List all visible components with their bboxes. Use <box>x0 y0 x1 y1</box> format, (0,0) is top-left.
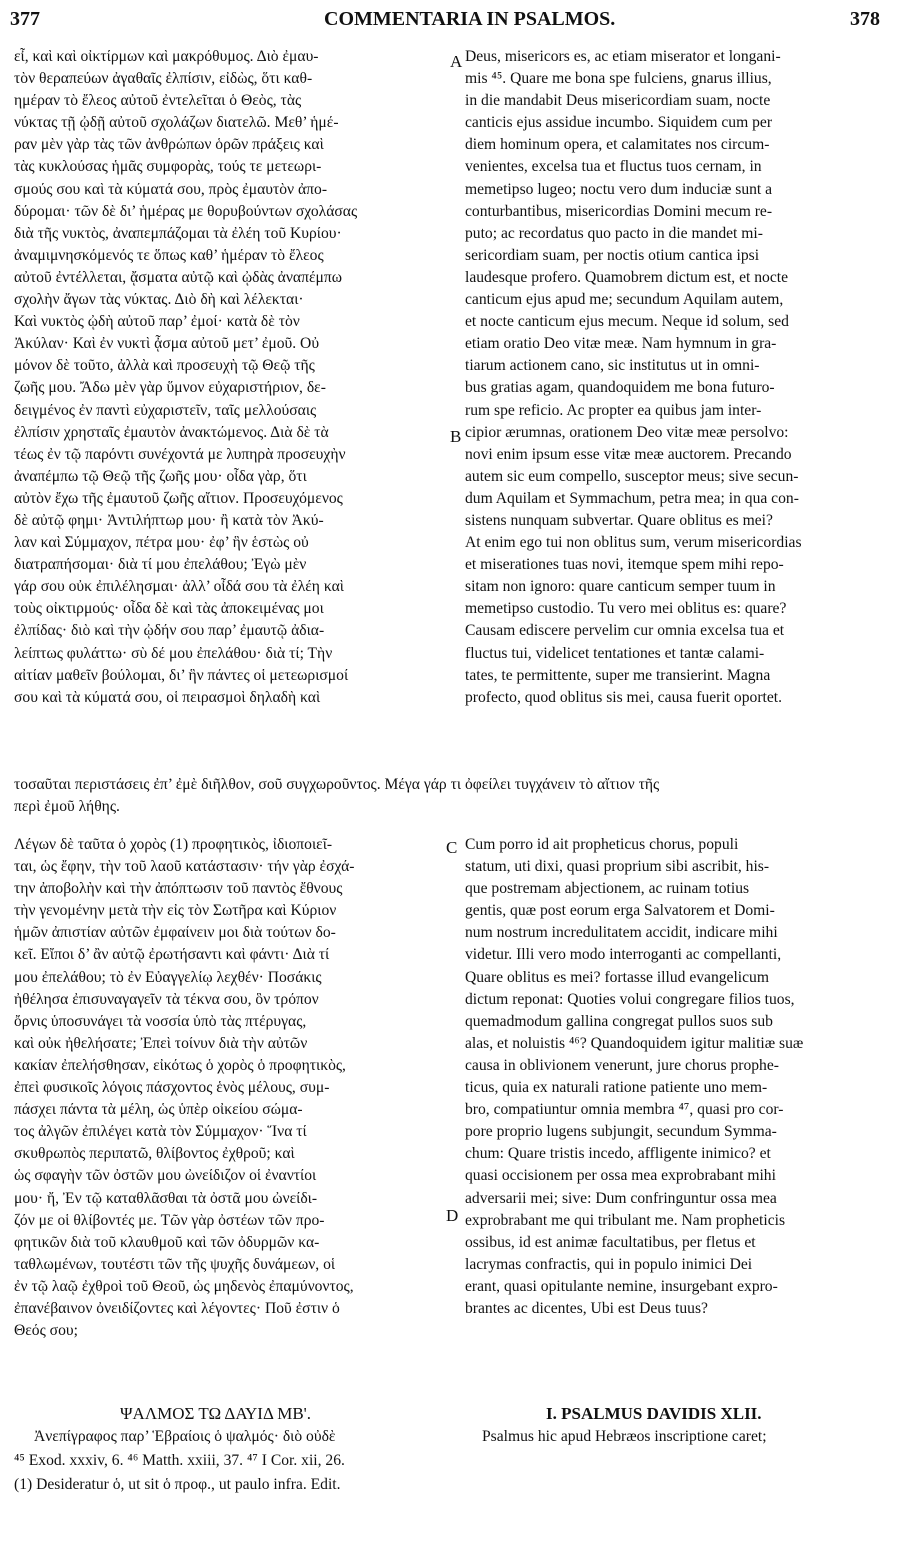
greek-text-line: ὡς σφαγὴν τῶν ὀστῶν μου ὠνείδιζον οἱ ἐναντίοι <box>14 1167 317 1185</box>
greek-text-line: μου· ἤ, Ἐν τῷ καταθλᾶσθαι τὰ ὀστᾶ μου ὠνείδι- <box>14 1189 318 1207</box>
greek-text-line: ἀναμιμνησκόμενός τε ὅπως καθ’ ἡμέραν τὸ ἔλεος <box>14 246 324 264</box>
latin-text-line: num nostrum incredulitatem accidit, indicare mihi <box>465 924 778 942</box>
greek-text-line: ἐλπίδας· διὸ καὶ τὴν ᾠδήν σου παρ’ ἐμαυτῷ ἀδια- <box>14 622 325 640</box>
greek-text-line: Καὶ νυκτὸς ᾠδὴ αὐτοῦ παρ’ ἐμοί· κατὰ δὲ τὸν <box>14 313 300 331</box>
latin-text-line: mis ⁴⁵. Quare me bona spe fulciens, gnarus illius, <box>465 70 772 88</box>
latin-text-line: videtur. Illi vero modo interroganti ac compellanti, <box>465 946 782 964</box>
latin-text-line: que postremam abjectionem, ac ruinam totius <box>465 880 750 898</box>
latin-text-line: autem sic eum compello, susceptor meus; sive secun- <box>465 467 799 485</box>
greek-text-line: ἀναπέμπω τῷ Θεῷ τῆς ζωῆς μου· οἶδα γὰρ, ὅτι <box>14 467 307 485</box>
greek-column-top <box>14 46 444 709</box>
margin-letter-b: B <box>450 427 462 446</box>
margin-letter-c: C <box>446 838 458 857</box>
latin-text-line: brantes ac dicentes, Ubi est Deus tuus? <box>465 1299 708 1317</box>
latin-text-line: tates, te permittente, super me transierint. Magna <box>465 666 771 684</box>
latin-text-line: ossibus, id est animæ facultatibus, per fletus et <box>465 1233 756 1251</box>
greek-text-line: σου καὶ τὰ κύματά σου, οἱ πειρασμοὶ δηλαδὴ καὶ <box>14 688 321 706</box>
latin-text-line: pore proprio lugens subjungit, secundum Symma- <box>465 1123 777 1141</box>
latin-text-line: bus gratias agam, quandoquidem me bona futuro- <box>465 379 775 397</box>
greek-text-line: ἐλπίσιν χρησταῖς ἐμαυτὸν ἀνακτώμενος. Διὰ δὲ τὰ <box>14 423 329 441</box>
latin-text-line: chum: Quare tristis incedo, affligente inimico? et <box>465 1145 771 1163</box>
greek-text-line: ημέραν τὸ ἔλεος αὐτοῦ ἐντελεῖται ὁ Θεὸς, τὰς <box>14 92 302 110</box>
page-number-left: 377 <box>10 8 40 30</box>
latin-text-line: etiam oratio Deo vitæ meæ. Nam hymnum in gra- <box>465 335 777 353</box>
greek-text-line: ταθλωμένων, τουτέστι τῶν τῆς ψυχῆς δυνάμεων, οἱ <box>14 1255 336 1273</box>
psalm-subtitle-greek: Ἀνεπίγραφος παρ’ Ἑβραίοις ὁ ψαλμός· διὸ οὐδὲ <box>34 1428 336 1445</box>
footnote-note: (1) Desideratur ὁ, ut sit ὁ προφ., ut paulo infra. Edit. <box>14 1476 341 1493</box>
greek-text-line: νύκτας τῇ ᾠδῇ αὐτοῦ σχολάζων διατελῶ. Μεθ’ ἡμέ- <box>14 114 339 132</box>
greek-text-line: ραν μὲν γὰρ τὰς τῶν ἀνθρώπων ὁρῶν πράξεις καὶ <box>14 136 324 154</box>
greek-text-line: ὄρνις ὑποσυνάγει τὰ νοσσία ὑπὸ τὰς πτέρυγας, <box>14 1012 307 1030</box>
greek-text-line: ἠθέλησα ἐπισυναγαγεῖν τὰ τέκνα σου, ὃν τρόπον <box>14 990 319 1008</box>
latin-text-line: Deus, misericors es, ac etiam miserator et longani- <box>465 48 781 65</box>
latin-text-line: bro, compatiuntur omnia membra ⁴⁷, quasi pro cor- <box>465 1101 784 1119</box>
greek-text-line: τος ἀλγῶν ἐπιλέγει κατὰ τὸν Σύμμαχον· Ἵνα τί <box>14 1123 307 1141</box>
full-width-text-line: περὶ ἐμοῦ λήθης. <box>14 798 120 816</box>
greek-text-line: ἡμῶν ἀπιστίαν αὐτῶν ἐμφαίνειν μοι διὰ τούτων δο- <box>14 924 336 942</box>
latin-text-line: in die mandabit Deus misericordiam suam, nocte <box>465 92 771 110</box>
running-header <box>0 8 903 36</box>
greek-text-line: ἐπανέβαινον ὀνειδίζοντες καὶ λέγοντες· Ποῦ ἐστιν ὁ <box>14 1299 340 1317</box>
latin-text-line: venientes, excelsa tua et fluctus tuos cernam, in <box>465 158 762 176</box>
latin-text-line: sistens nunquam subvertar. Quare oblitus es mei? <box>465 511 773 529</box>
latin-text-line: memetipso lugeo; noctu vero dum induciæ sunt a <box>465 180 773 198</box>
greek-text-line: εἶ, καὶ καὶ οἰκτίρμων καὶ μακρόθυμος. Διὸ ἐμαυ- <box>14 48 319 65</box>
footnote-references: ⁴⁵ Exod. xxxiv, 6. ⁴⁶ Matth. xxiii, 37. ⁴⁷ I Cor. xii, 26. <box>14 1452 345 1469</box>
greek-text-line: γάρ σου οὐκ ἐπιλέλησμαι· ἀλλ’ οἶδά σου τὰ ἐλέη καὶ <box>14 578 344 596</box>
latin-text-line: erant, quasi opitulante nemine, insurgebant expro- <box>465 1277 778 1295</box>
latin-text-line: rum spe reficio. Ac propter ea quibus jam inter- <box>465 401 762 419</box>
latin-text-line: canticis ejus assidue incumbo. Siquidem cum per <box>465 114 773 132</box>
margin-letter-a: A <box>450 52 463 71</box>
greek-text-line: λείπτως φυλάττω· σὺ δέ μου ἐπελάθου· διὰ τί; Τὴν <box>14 644 333 662</box>
greek-text-line: κεῖ. Εἴποι δ’ ἂν αὐτῷ ἐρωτήσαντι καὶ φάντι· Διὰ τί <box>14 946 330 964</box>
greek-text-line: ἐν τῷ λαῷ ἐχθροὶ τοῦ Θεοῦ, ὡς μηδενὸς ἐπαμύνοντος, <box>14 1277 354 1295</box>
greek-text-line: φητικῶν διὰ τοῦ κλαυθμοῦ καὶ τῶν ὀδυρμῶν κα- <box>14 1233 320 1251</box>
psalm-subtitle-latin: Psalmus hic apud Hebræos inscriptione caret; <box>482 1428 767 1445</box>
greek-text-line: αὐτὸν ἔχω τῆς ἐμαυτοῦ ζωῆς αἴτιον. Προσευχόμενος <box>14 489 343 507</box>
running-title: COMMENTARIA IN PSALMOS. <box>324 8 616 30</box>
latin-text-line: quemadmodum gallina congregat pullos suos sub <box>465 1012 773 1030</box>
greek-text-line: τὴν γενομένην μετὰ τὴν εἰς τὸν Σωτῆρα καὶ Κύριον <box>14 902 337 920</box>
greek-text-line: τὰς κυκλούσας ἡμᾶς συμφορὰς, τούς τε μετεωρι- <box>14 158 322 176</box>
greek-text-line: κακίαν ἐπελήσθησαν, εἰκότως ὁ χορὸς ὁ προφητικὸς, <box>14 1056 346 1074</box>
latin-text-line: tiarum actionem cano, sic institutus ut in omni- <box>465 357 760 375</box>
latin-text-line: statum, uti dixi, quasi proprium sibi ascribit, his- <box>465 858 770 876</box>
greek-text-line: δὲ αὐτῷ φημι· Ἀντιλήπτωρ μου· ἢ κατὰ τὸν Ἀκύ- <box>14 511 324 529</box>
greek-text-line: τὸν θεραπεύων ἀγαθαῖς ἐλπίσιν, εἰδὼς, ὅτι καθ- <box>14 70 313 88</box>
latin-text-line: sitam non ignoro: quare canticum semper tuum in <box>465 578 776 596</box>
greek-text-line: δύρομαι· τῶν δὲ δι’ ἡμέρας με θορυβούντων σχολάσας <box>14 202 358 220</box>
latin-text-line: cipior ærumnas, orationem Deo vitæ meæ persolvo: <box>465 423 789 441</box>
greek-text-line: διατραπήσομαι· διὰ τί μου ἐπελάθου; Ἐγὼ μὲν <box>14 556 307 574</box>
latin-text-line: memetipso custodio. Tu vero mei oblitus es: quare? <box>465 600 787 618</box>
latin-text-line: adversarii mei; sive: Dum confringuntur ossa mea <box>465 1189 777 1207</box>
latin-text-line: causa in oblivionem venerunt, jure chorus prophe- <box>465 1056 779 1074</box>
latin-text-line: canticum ejus apud me; secundum Aquilam autem, <box>465 291 784 309</box>
greek-text-line: σμούς σου καὶ τὰ κύματά σου, πρὸς ἐμαυτὸν ἀπο- <box>14 180 328 198</box>
greek-text-line: διὰ τῆς νυκτὸς, ἀναπεμπάζομαι τὰ ἐλέη τοῦ Κυρίου· <box>14 224 342 242</box>
latin-text-line: Causam ediscere pervelim cur omnia excelsa tua et <box>465 622 785 640</box>
page-number-right: 378 <box>850 8 880 30</box>
latin-text-line: puto; ac recordatus quo pacto in die mandet mi- <box>465 224 763 242</box>
latin-text-line: gentis, quæ post eorum erga Salvatorem et Domi- <box>465 902 775 920</box>
latin-text-line: dum Aquilam et Symmachum, petra mea; in qua con- <box>465 489 799 507</box>
latin-text-line: conturbantibus, misericordias Domini mecum re- <box>465 202 773 220</box>
latin-text-line: alas, et noluistis ⁴⁶? Quandoquidem igitur malitiæ suæ <box>465 1034 804 1052</box>
greek-text-line: την ἀποβολὴν καὶ τὴν ἀπόπτωσιν τοῦ παντὸς ἔθνους <box>14 880 343 898</box>
greek-text-line: πάσχει πάντα τὰ μέλη, ὡς ὑπὲρ οἰκείου σώμα- <box>14 1101 303 1119</box>
greek-column-bottom <box>14 834 444 1342</box>
latin-text-line: laudesque profero. Quamobrem dictum est, et nocte <box>465 268 789 286</box>
greek-text-line: ζόν με οἱ θλίβοντές με. Τῶν γὰρ ὀστέων τῶν προ- <box>14 1211 325 1229</box>
greek-text-line: ζωῆς μου. Ἄδω μὲν γὰρ ὕμνον εὐχαριστήριον, δε- <box>14 379 326 397</box>
latin-column-top <box>465 46 897 709</box>
psalm-title-latin: I. PSALMUS DAVIDIS XLII. <box>546 1404 762 1423</box>
margin-letter-d: D <box>446 1206 459 1225</box>
greek-text-line: δειγμένος ἐν παντὶ εὐχαριστεῖν, ταῖς μελλούσαις <box>14 401 317 419</box>
greek-text-line: Ἀκύλαν· Καὶ ἐν νυκτὶ ᾆσμα αὐτοῦ μετ’ ἐμοῦ. Οὐ <box>14 335 320 353</box>
full-width-text-line: τοσαῦται περιστάσεις ἐπ’ ἐμὲ διῆλθον, σοῦ συγχωροῦντος. Μέγα γάρ τι ὀφείλει τυγχάνειν τὸ αἴτιον τῆς <box>14 776 660 793</box>
latin-text-line: dictum reponat: Quoties volui congregare filios tuos, <box>465 990 795 1008</box>
greek-text-line: σχολὴν ἄγων τὰς νύκτας. Διὸ δὴ καὶ λέλεκται· <box>14 291 304 309</box>
psalm-title-greek: ΨΑΛΜΟΣ ΤΩ ΔΑΥΙΔ ΜΒ'. <box>120 1404 311 1423</box>
latin-text-line: diem hominum opera, et calamitates nos circum- <box>465 136 770 154</box>
greek-text-line: σκυθρωπὸς περιπατῶ, θλίβοντος ἐχθροῦ; καὶ <box>14 1145 295 1163</box>
greek-text-line: αὐτοῦ ἐντέλλεται, ᾄσματα αὐτῷ καὶ ᾠδὰς ἀναπέμπω <box>14 268 342 286</box>
latin-column-bottom <box>465 834 897 1320</box>
latin-text-line: Quare oblitus es mei? fortasse illud evangelicum <box>465 968 769 986</box>
latin-text-line: novi enim ipsum esse vitæ meæ auctorem. Precando <box>465 445 792 463</box>
greek-text-line: μου ἐπελάθου; τὸ ἐν Εὐαγγελίῳ λεχθέν· Ποσάκις <box>14 968 322 986</box>
greek-text-line: καὶ οὐκ ἠθελήσατε; Ἐπεὶ τοίνυν διὰ τὴν αὐτῶν <box>14 1034 308 1052</box>
greek-text-line: Θεός σου; <box>14 1322 78 1340</box>
greek-text-line: λαν καὶ Σύμμαχον, πέτρα μου· ἐφ’ ἣν ἑστὼς οὐ <box>14 534 309 552</box>
latin-text-line: sericordiam suam, per noctis otium cantica ipsi <box>465 246 760 264</box>
greek-text-line: ται, ὡς ἔφην, τὴν τοῦ λαοῦ κατάστασιν· τήν γὰρ ἐσχά- <box>14 858 355 876</box>
greek-text-line: Λέγων δὲ ταῦτα ὁ χορὸς (1) προφητικὸς, ἰδιοποιεῖ- <box>14 836 333 853</box>
latin-text-line: exprobrabant me qui tribulant me. Nam propheticis <box>465 1211 786 1229</box>
latin-text-line: profecto, quod oblitus sis mei, causa fuerit oportet. <box>465 688 782 706</box>
greek-text-line: αἰτίαν μαθεῖν βούλομαι, δι’ ἣν πάντες οἱ μετεωρισμοί <box>14 666 349 684</box>
latin-text-line: et nocte canticum ejus mecum. Neque id solum, sed <box>465 313 789 331</box>
latin-text-line: et miserationes tuas novi, itemque spem mihi repo- <box>465 556 784 574</box>
latin-text-line: At enim ego tui non oblitus sum, verum misericordias <box>465 534 802 552</box>
greek-text-line: τοὺς οἰκτιρμούς· οἶδα δὲ καὶ τὰς ἀποκειμένας μοι <box>14 600 324 618</box>
greek-text-line: μόνον δὲ τοῦτο, ἀλλὰ καὶ προσευχὴ τῷ Θεῷ τῆς <box>14 357 315 375</box>
latin-text-line: lacrymas confractis, qui in populo inimici Dei <box>465 1255 753 1273</box>
greek-text-line: τέως ἐν τῷ παρόντι συνέχοντά με λυπηρὰ προσευχὴν <box>14 445 346 463</box>
latin-text-line: ticus, quia ex naturali ratione patiente uno mem- <box>465 1079 768 1097</box>
full-width-lines <box>14 774 898 818</box>
latin-text-line: quasi occisionem per ossa mea exprobrabant mihi <box>465 1167 776 1185</box>
latin-text-line: Cum porro id ait propheticus chorus, populi <box>465 836 739 853</box>
greek-text-line: ἐπεὶ φυσικοῖς λόγοις πάσχοντος ἑνὸς μέλους, συμ- <box>14 1079 330 1097</box>
latin-text-line: fluctus tui, videlicet tentationes et tantæ calami- <box>465 644 765 662</box>
